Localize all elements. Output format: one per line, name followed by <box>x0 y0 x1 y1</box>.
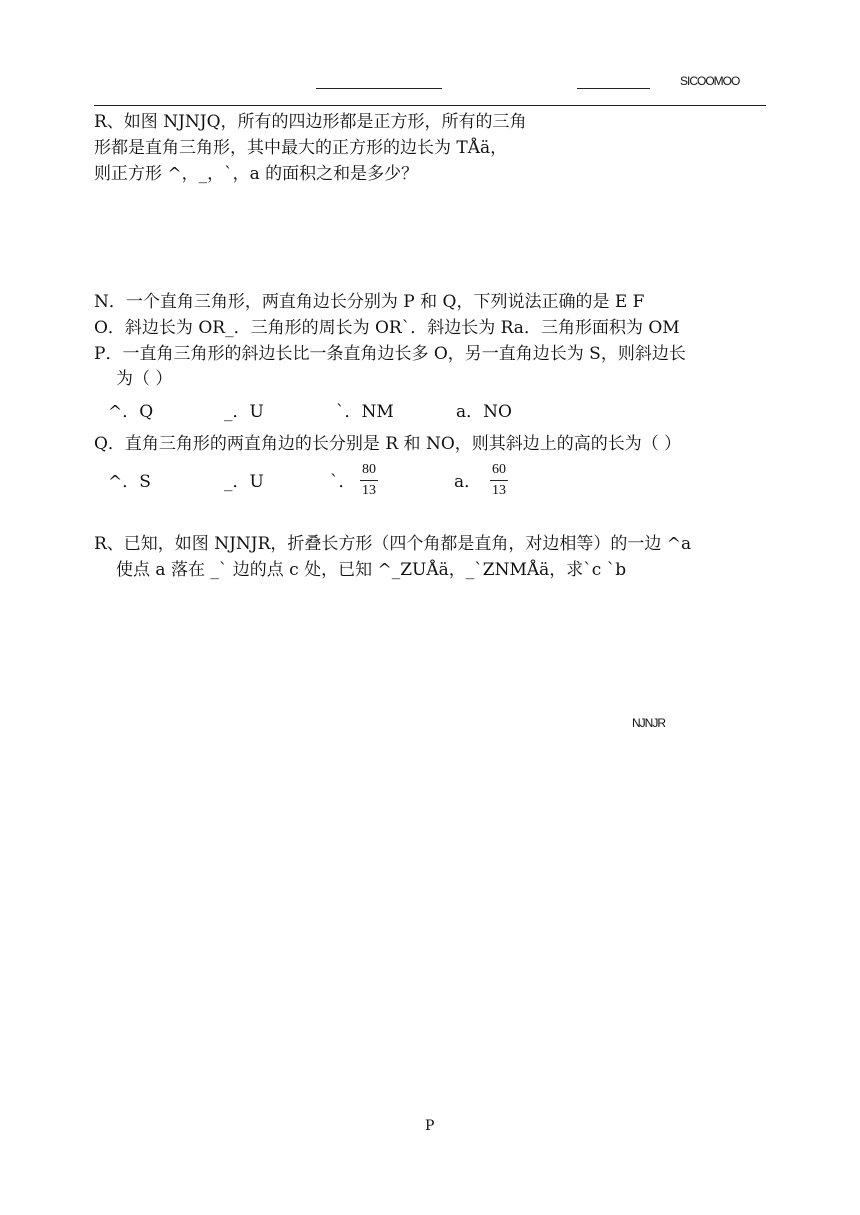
q3-option-c-fraction <box>360 462 378 499</box>
q5a-line-1: R、如图 NJNJQ，所有的四边形都是正方形，所有的三角 <box>94 112 527 132</box>
q1-options: O．斜边长为 OR_．三角形的周长为 OR`．斜边长为 Ra．三角形面积为 OM <box>94 318 680 338</box>
q3-option-c-label: `． <box>330 472 356 492</box>
q1-stem: N．一个直角三角形，两直角边长分别为 P 和 Q，下列说法正确的是 E F <box>94 292 645 312</box>
q3-option-a: ^．S <box>108 472 151 492</box>
q2-option-d: a．NO <box>456 402 512 422</box>
page-number: P <box>425 1118 435 1134</box>
fraction-bar <box>360 480 378 481</box>
fraction-bar <box>490 480 508 481</box>
q5b-line-2: 使点 a 落在 _` 边的点 c 处，已知 ^_ZUÅä，_`ZNMÅä，求`c `b <box>116 560 627 580</box>
q3-option-c-denominator: 13 <box>362 483 376 498</box>
q5a-line-3: 则正方形 ^，_，`，a 的面积之和是多少？ <box>94 164 419 184</box>
q2-stem-1: P．一直角三角形的斜边长比一条直角边长多 O，另一直角边长为 S，则斜边长 <box>94 344 686 364</box>
q2-option-b: _．U <box>224 402 264 422</box>
header-rule <box>94 105 766 106</box>
header-blank-1 <box>316 88 442 89</box>
q2-option-c: `．NM <box>336 402 394 422</box>
q2-option-a: ^．Q <box>108 402 154 422</box>
q3-option-c-numerator: 80 <box>362 462 376 477</box>
q3-option-d-fraction <box>490 462 508 499</box>
q3-stem: Q．直角三角形的两直角边的长分别是 R 和 NO，则其斜边上的高的长为（ ） <box>94 434 682 454</box>
q5a-line-2: 形都是直角三角形，其中最大的正方形的边长为 TÅä， <box>94 138 508 158</box>
q3-option-d-label: a． <box>454 472 482 492</box>
q2-stem-2: 为（ ） <box>116 369 173 389</box>
q3-option-d-numerator: 60 <box>492 462 506 477</box>
q3-option-d-denominator: 13 <box>492 483 506 498</box>
q5b-line-1: R、已知，如图 NJNJR，折叠长方形（四个角都是直角，对边相等）的一边 ^a <box>94 534 692 554</box>
header-code: SICOOMOO <box>680 74 740 88</box>
figure-label: NJNJR <box>632 716 665 730</box>
header-blank-2 <box>577 88 650 89</box>
q3-option-b: _．U <box>224 472 264 492</box>
